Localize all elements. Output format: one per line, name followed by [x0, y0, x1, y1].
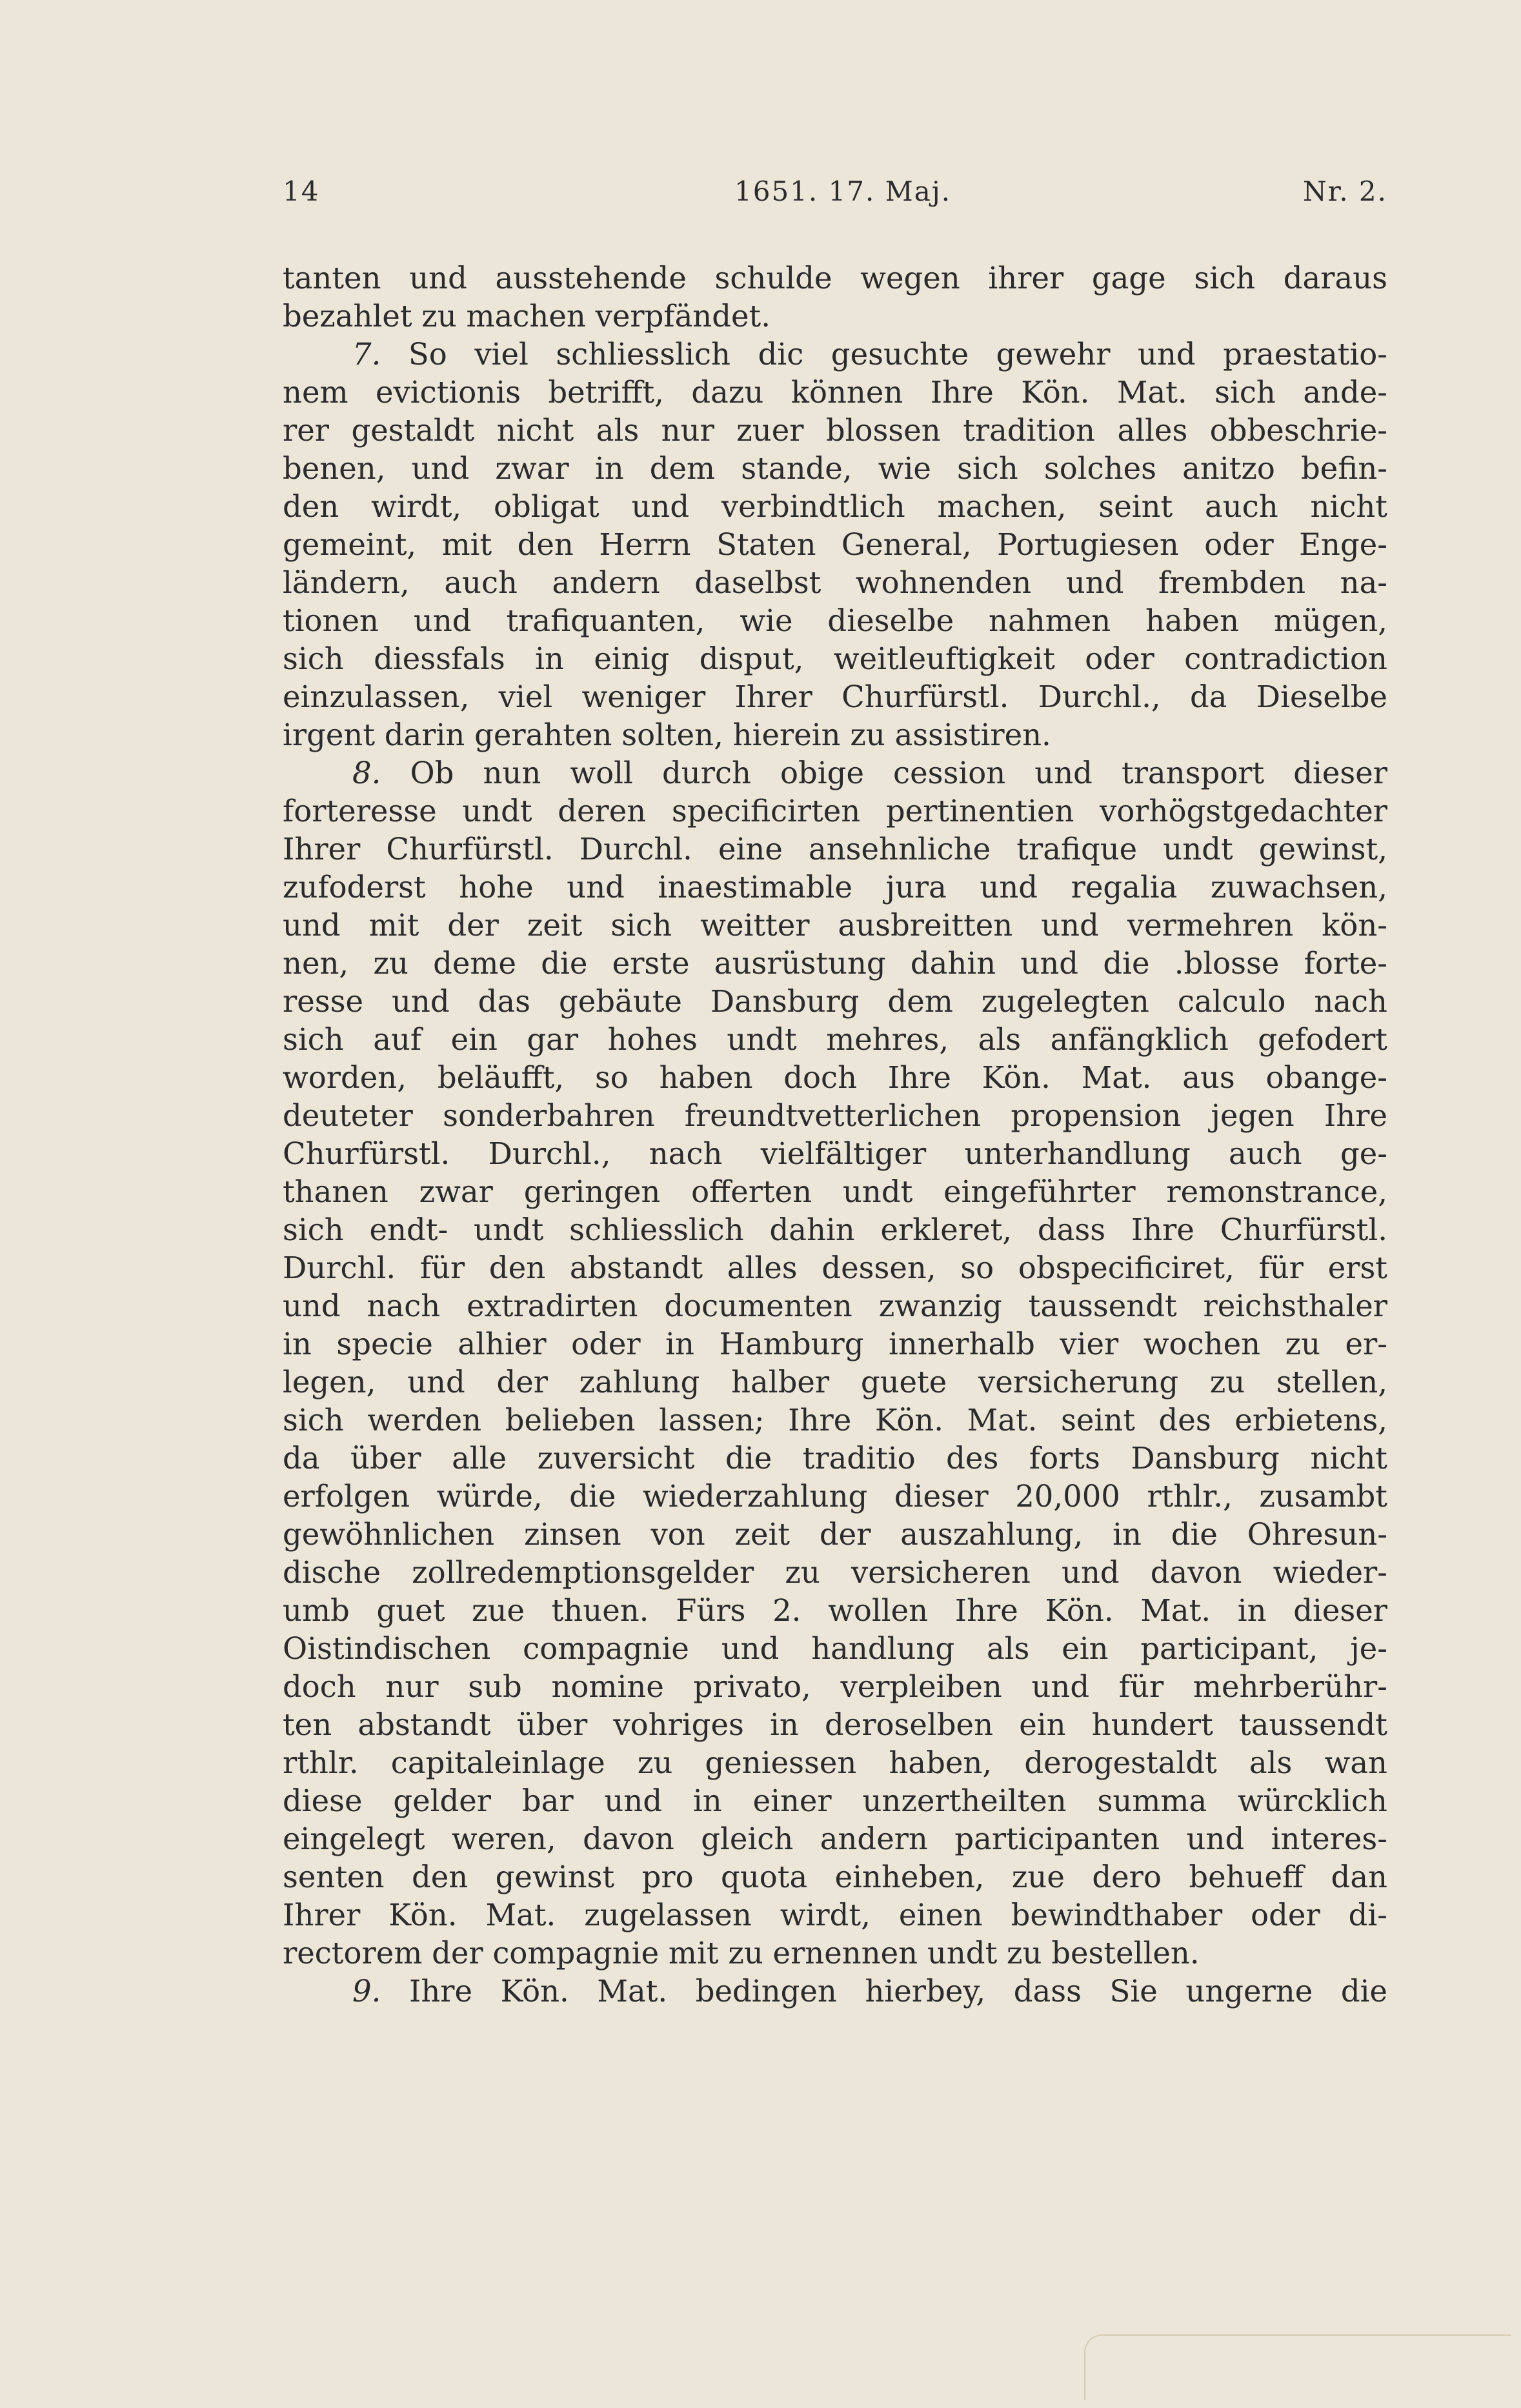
line-text: benen, und zwar in dem stande, wie sich solches anitzo befin- — [283, 451, 1387, 486]
line-text: und mit der zeit sich weitter ausbreitten und vermehren kön- — [283, 908, 1387, 943]
text-line — [283, 1668, 1387, 1706]
text-line — [283, 1858, 1387, 1896]
text-line — [283, 1287, 1387, 1325]
line-text: eingelegt weren, davon gleich andern participanten und interes- — [283, 1821, 1387, 1856]
line-text: diese gelder bar und in einer unzertheilten summa würcklich — [283, 1783, 1387, 1818]
text-line — [283, 1630, 1387, 1668]
line-text: Ihrer Kön. Mat. zugelassen wirdt, einen bewindthaber oder di- — [283, 1898, 1387, 1932]
text-line — [283, 1516, 1387, 1554]
paragraph-number: 8. — [352, 756, 381, 790]
text-line — [283, 1744, 1387, 1782]
header-date: 1651. 17. Maj. — [734, 176, 952, 207]
text-line — [283, 678, 1387, 716]
line-text: rer gestaldt nicht als nur zuer blossen tradition alles obbeschrie- — [283, 413, 1387, 448]
line-text: bezahlet zu machen verpfändet. — [283, 299, 771, 334]
paragraph-number: 9. — [352, 1974, 381, 2009]
text-line — [283, 1059, 1387, 1097]
line-text: Durchl. für den abstandt alles dessen, so obspecificiret, für erst — [283, 1250, 1387, 1285]
line-text: resse und das gebäute Dansburg dem zugelegten calculo nach — [283, 984, 1387, 1019]
text-line — [283, 1249, 1387, 1287]
line-text: gewöhnlichen zinsen von zeit der auszahlung, in die Ohresun- — [283, 1517, 1387, 1552]
text-line — [283, 983, 1387, 1021]
page-number: 14 — [283, 176, 320, 207]
line-text: doch nur sub nomine privato, verpleiben und für mehrberühr- — [283, 1669, 1387, 1704]
text-line — [283, 1972, 1387, 2011]
text-line — [283, 1706, 1387, 1744]
line-text: erfolgen würde, die wiederzahlung dieser 20,000 rthlr., zusambt — [283, 1479, 1387, 1514]
text-line — [283, 602, 1387, 640]
line-text: Ob nun woll durch obige cession und transport dieser — [381, 756, 1387, 790]
document-number: Nr. 2. — [1303, 176, 1387, 207]
text-line — [283, 945, 1387, 983]
text-line — [283, 1592, 1387, 1630]
text-line — [283, 1325, 1387, 1363]
line-text: sich auf ein gar hohes undt mehres, als anfängklich gefodert — [283, 1022, 1387, 1057]
running-header — [283, 176, 1387, 221]
line-text: senten den gewinst pro quota einheben, zue dero behueff dan — [283, 1860, 1387, 1894]
text-line — [283, 374, 1387, 412]
text-line — [283, 716, 1387, 754]
text-line — [283, 830, 1387, 868]
text-line — [283, 1934, 1387, 1972]
line-text: den wirdt, obligat und verbindtlich machen, seint auch nicht — [283, 489, 1387, 524]
line-text: und nach extradirten documenten zwanzig taussendt reichsthaler — [283, 1289, 1387, 1323]
line-text: ten abstandt über vohriges in deroselben ein hundert taussendt — [283, 1707, 1387, 1742]
text-line — [283, 1478, 1387, 1516]
text-line — [283, 1173, 1387, 1211]
line-text: zufoderst hohe und inaestimable jura und regalia zuwachsen, — [283, 870, 1387, 905]
text-line — [283, 1135, 1387, 1173]
line-text: rectorem der compagnie mit zu ernennen undt zu bestellen. — [283, 1936, 1200, 1971]
page-corner-mark — [1084, 2334, 1511, 2400]
text-line — [283, 1896, 1387, 1934]
text-line — [283, 297, 1387, 336]
line-text: einzulassen, viel weniger Ihrer Churfürstl. Durchl., da Dieselbe — [283, 679, 1387, 714]
line-text: sich werden belieben lassen; Ihre Kön. Mat. seint des erbietens, — [283, 1403, 1387, 1438]
text-line — [283, 1782, 1387, 1820]
text-line — [283, 412, 1387, 450]
line-text: nem evictionis betrifft, dazu können Ihre Kön. Mat. sich ande- — [283, 375, 1387, 410]
line-text: legen, und der zahlung halber guete versicherung zu stellen, — [283, 1365, 1387, 1400]
line-text: dische zollredemptionsgelder zu versicheren und davon wieder- — [283, 1555, 1387, 1590]
text-line — [283, 1820, 1387, 1858]
line-text: tanten und ausstehende schulde wegen ihrer gage sich daraus — [283, 261, 1387, 296]
line-text: Ihre Kön. Mat. bedingen hierbey, dass Sie ungerne die — [381, 1974, 1387, 2009]
text-line — [283, 450, 1387, 488]
line-text: umb guet zue thuen. Fürs 2. wollen Ihre Kön. Mat. in dieser — [283, 1593, 1387, 1628]
line-text: sich diessfals in einig disput, weitleuftigkeit oder contradiction — [283, 641, 1387, 676]
text-line — [283, 1401, 1387, 1440]
line-text: deuteter sonderbahren freundtvetterlichen propension jegen Ihre — [283, 1098, 1387, 1133]
text-line — [283, 259, 1387, 297]
text-line — [283, 640, 1387, 678]
text-line — [283, 754, 1387, 792]
text-line — [283, 1097, 1387, 1135]
line-text: nen, zu deme die erste ausrüstung dahin und die .blosse forte- — [283, 946, 1387, 981]
text-line — [283, 564, 1387, 602]
text-line — [283, 1021, 1387, 1059]
text-line — [283, 868, 1387, 907]
text-line — [283, 907, 1387, 945]
text-line — [283, 488, 1387, 526]
line-text: Churfürstl. Durchl., nach vielfältiger unterhandlung auch ge- — [283, 1136, 1387, 1171]
line-text: sich endt- undt schliesslich dahin erkleret, dass Ihre Churfürstl. — [283, 1212, 1387, 1247]
text-line — [283, 792, 1387, 830]
line-text: thanen zwar geringen offerten undt eingeführter remonstrance, — [283, 1174, 1387, 1209]
text-line — [283, 526, 1387, 564]
text-line — [283, 1554, 1387, 1592]
text-line — [283, 1440, 1387, 1478]
line-text: forteresse undt deren specificirten pertinentien vorhögstgedachter — [283, 794, 1387, 828]
text-line — [283, 336, 1387, 374]
body-text — [283, 259, 1387, 2011]
line-text: da über alle zuversicht die traditio des forts Dansburg nicht — [283, 1441, 1387, 1476]
line-text: tionen und trafiquanten, wie dieselbe nahmen haben mügen, — [283, 603, 1387, 638]
text-line — [283, 1363, 1387, 1401]
paragraph-number: 7. — [352, 337, 381, 372]
line-text: gemeint, mit den Herrn Staten General, Portugiesen oder Enge- — [283, 527, 1387, 562]
line-text: Ihrer Churfürstl. Durchl. eine ansehnliche trafique undt gewinst, — [283, 832, 1387, 867]
line-text: in specie alhier oder in Hamburg innerhalb vier wochen zu er- — [283, 1327, 1387, 1361]
line-text: ländern, auch andern daselbst wohnenden und frembden na- — [283, 565, 1387, 600]
text-line — [283, 1211, 1387, 1249]
line-text: worden, beläufft, so haben doch Ihre Kön. Mat. aus obange- — [283, 1060, 1387, 1095]
line-text: So viel schliesslich dic gesuchte gewehr und praestatio- — [381, 337, 1387, 372]
line-text: irgent darin gerahten solten, hierein zu assistiren. — [283, 717, 1051, 752]
line-text: Oistindischen compagnie und handlung als ein participant, je- — [283, 1631, 1387, 1666]
line-text: rthlr. capitaleinlage zu geniessen haben, derogestaldt als wan — [283, 1745, 1387, 1780]
